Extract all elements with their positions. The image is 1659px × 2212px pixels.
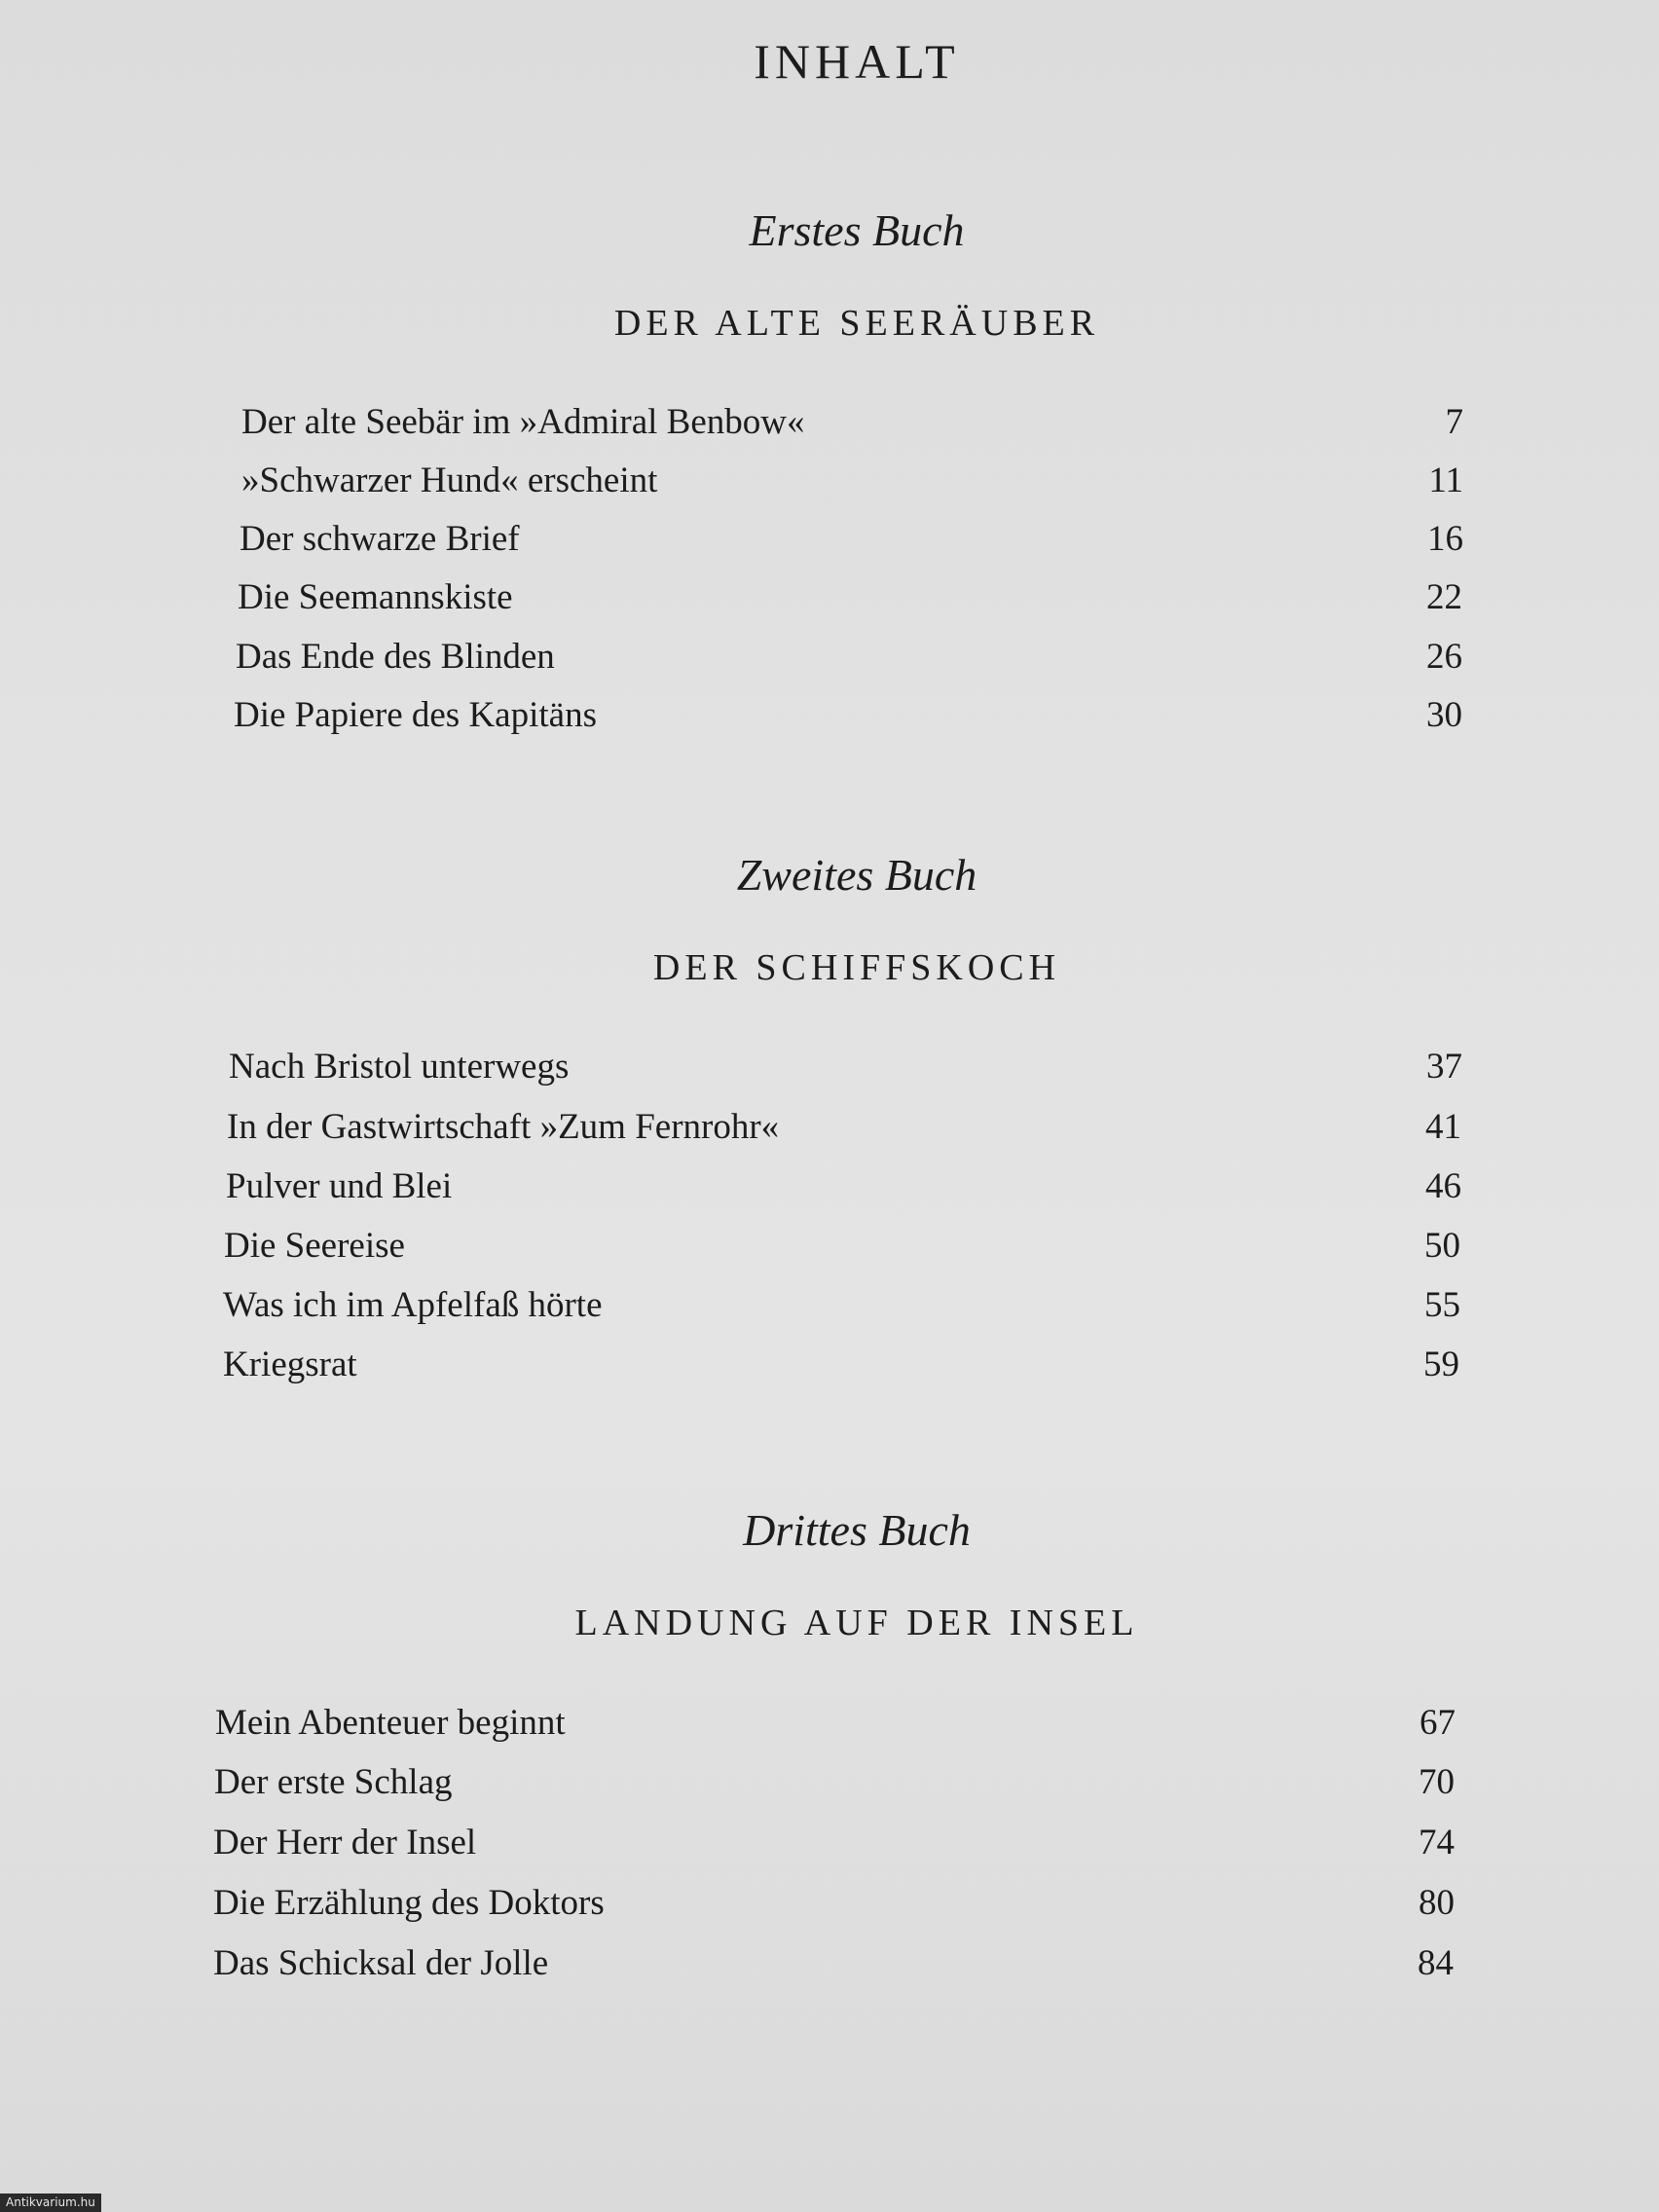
page-title: INHALT	[754, 34, 960, 89]
chapter-title: Kriegsrat	[223, 1345, 357, 1384]
page-number: 41	[1425, 1107, 1461, 1147]
chapter-title: Der alte Seebär im »Admiral Benbow«	[241, 402, 805, 442]
chapter-title: Pulver und Blei	[226, 1166, 453, 1206]
page-number: 30	[1426, 695, 1462, 735]
chapter-title: Der Herr der Insel	[213, 1823, 477, 1862]
page-number: 70	[1419, 1762, 1455, 1802]
part-title-1: DER ALTE SEERÄUBER	[613, 303, 1100, 344]
page-number: 26	[1426, 637, 1462, 677]
chapter-title: »Schwarzer Hund« erscheint	[241, 461, 658, 500]
page-number: 7	[1445, 402, 1463, 442]
part-title-3: LANDUNG AUF DER INSEL	[574, 1603, 1139, 1643]
chapter-title: Der erste Schlag	[214, 1762, 453, 1802]
page-number: 11	[1428, 461, 1463, 500]
page-number: 37	[1426, 1047, 1462, 1087]
chapter-title: Das Schicksal der Jolle	[213, 1943, 549, 1983]
page-number: 74	[1419, 1823, 1455, 1862]
page-number: 59	[1423, 1345, 1459, 1384]
page-number: 55	[1424, 1285, 1460, 1325]
page-number: 22	[1426, 577, 1462, 617]
watermark: Antikvarium.hu	[0, 2194, 101, 2212]
chapter-title: Die Erzählung des Doktors	[213, 1883, 605, 1923]
part-title-2: DER SCHIFFSKOCH	[652, 947, 1061, 988]
page-number: 84	[1418, 1943, 1454, 1983]
chapter-title: In der Gastwirtschaft »Zum Fernrohr«	[227, 1107, 780, 1147]
chapter-title: Die Papiere des Kapitäns	[234, 695, 597, 735]
page-number: 80	[1419, 1883, 1455, 1923]
chapter-title: Der schwarze Brief	[240, 519, 520, 559]
chapter-title: Nach Bristol unterwegs	[229, 1047, 570, 1087]
chapter-title: Das Ende des Blinden	[236, 637, 555, 677]
book-title-2: Zweites Buch	[736, 850, 977, 900]
page-number: 16	[1427, 519, 1463, 559]
chapter-title: Mein Abenteuer beginnt	[215, 1703, 566, 1743]
page-number: 67	[1419, 1703, 1456, 1743]
book-title-3: Drittes Buch	[743, 1505, 971, 1555]
chapter-title: Was ich im Apfelfaß hörte	[223, 1285, 603, 1325]
chapter-title: Die Seemannskiste	[238, 577, 513, 617]
page-number: 50	[1424, 1226, 1460, 1266]
page-number: 46	[1425, 1166, 1461, 1206]
chapter-title: Die Seereise	[224, 1226, 405, 1266]
book-title-1: Erstes Buch	[749, 205, 965, 255]
